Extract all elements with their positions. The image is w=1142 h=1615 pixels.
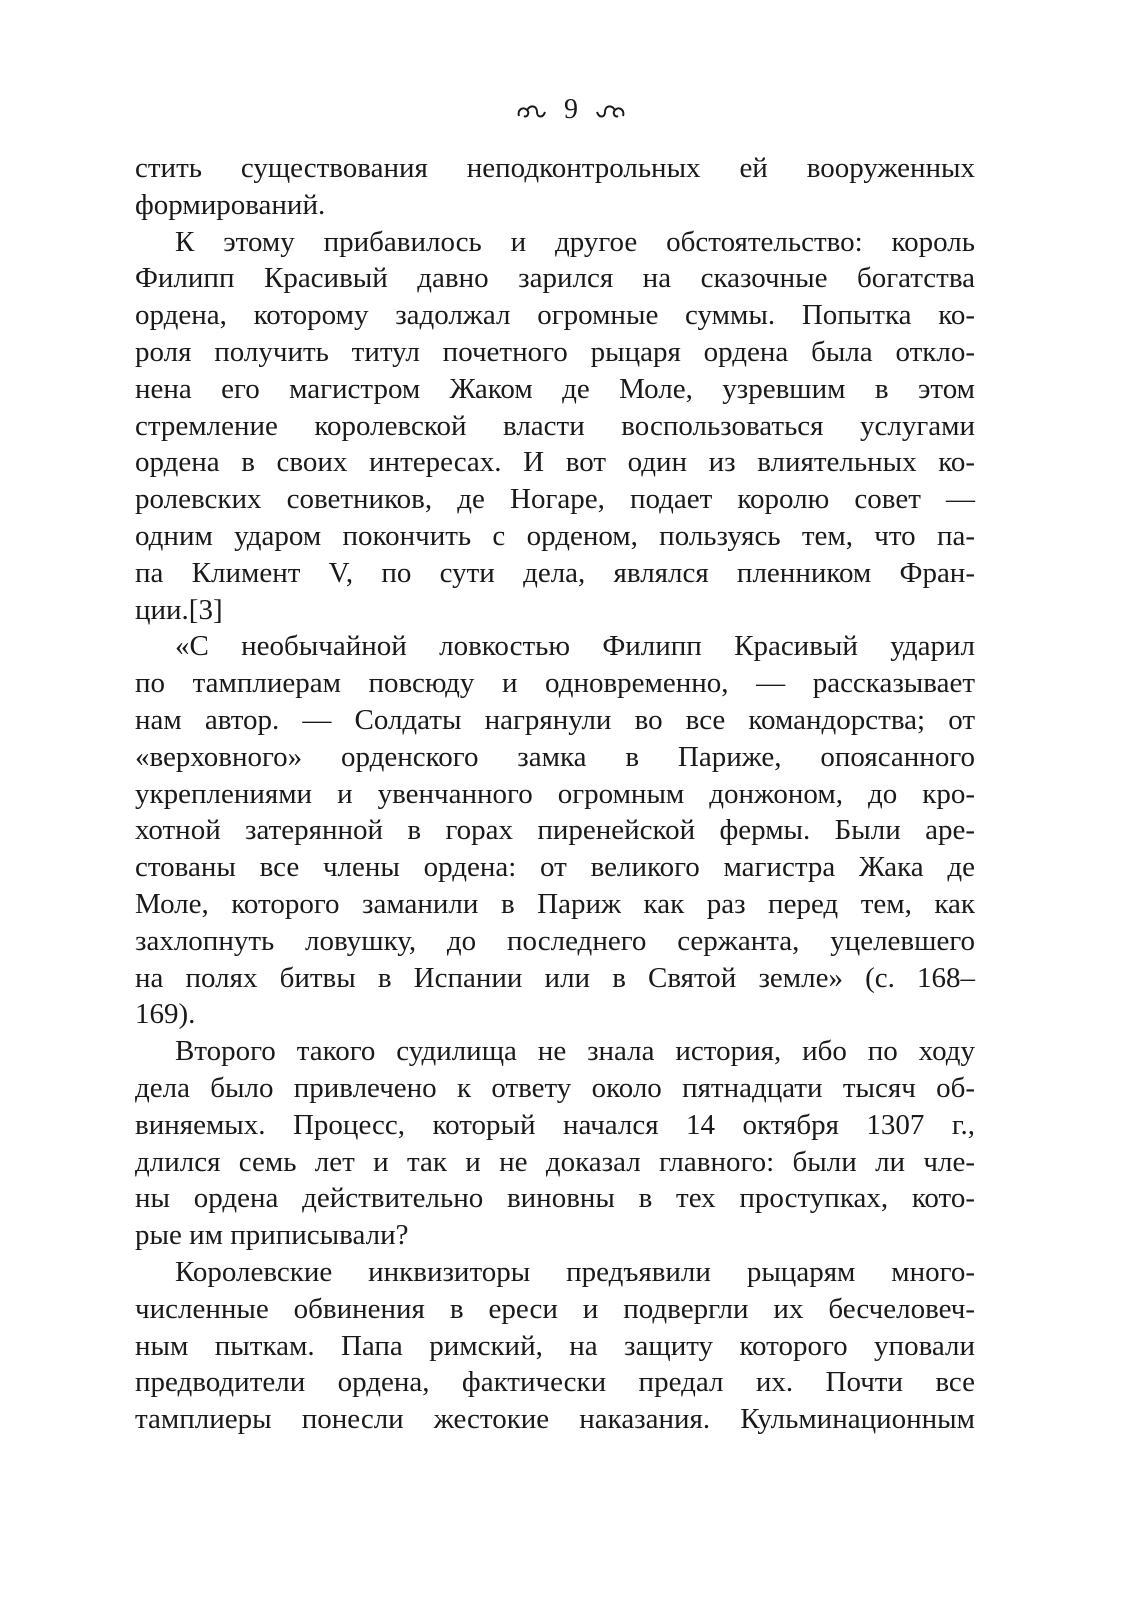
text-line: численные обвинения в ереси и подвергли их бесчеловеч- bbox=[135, 1292, 975, 1325]
text-line: Королевские инквизиторы предъявили рыцарям много- bbox=[175, 1255, 975, 1288]
text-line: ным пыткам. Папа римский, на защиту которого уповали bbox=[135, 1329, 975, 1362]
text-line: ны ордена действительно виновны в тех проступках, кото- bbox=[135, 1182, 975, 1215]
text-line: формирований. bbox=[135, 188, 326, 221]
text-line: ролевских советников, де Ногаре, подает королю совет — bbox=[135, 483, 975, 516]
text-line: стремление королевской власти воспользоваться услугами bbox=[135, 409, 975, 442]
text-line: предводители ордена, фактически предал их. Почти все bbox=[135, 1366, 975, 1399]
text-line: Моле, которого заманили в Париж как раз перед тем, как bbox=[135, 887, 975, 920]
text-line: тамплиеры понесли жестокие наказания. Кульминационным bbox=[135, 1403, 975, 1436]
text-line: Второго такого судилища не знала история, ибо по ходу bbox=[175, 1035, 975, 1068]
text-line: хотной затерянной в горах пиренейской фермы. Были аре- bbox=[135, 814, 975, 847]
text-line: «верховного» орденского замка в Париже, опоясанного bbox=[135, 740, 975, 773]
text-line: по тамплиерам повсюду и одновременно, — рассказывает bbox=[135, 667, 975, 700]
text-line: «С необычайной ловкостью Филипп Красивый ударил bbox=[175, 630, 975, 663]
text-line: на полях битвы в Испании или в Святой земле» (с. 168– bbox=[135, 961, 975, 994]
paragraph bbox=[135, 628, 975, 1033]
text-line: виняемых. Процесс, который начался 14 октября 1307 г., bbox=[135, 1108, 975, 1141]
text-line: нам автор. — Солдаты нагрянули во все командорства; от bbox=[135, 703, 975, 736]
text-line: Филипп Красивый давно зарился на сказочные богатства bbox=[135, 262, 975, 295]
text-line: укреплениями и увенчанного огромным донжоном, до кро- bbox=[135, 777, 975, 810]
text-line: К этому прибавилось и другое обстоятельство: король bbox=[175, 225, 975, 258]
right-ornament-icon bbox=[593, 102, 627, 122]
body-text bbox=[135, 150, 975, 1438]
page-header bbox=[0, 92, 1142, 128]
text-line: дела было привлечено к ответу около пятнадцати тысяч об- bbox=[135, 1071, 975, 1104]
text-line: одним ударом покончить с орденом, пользуясь тем, что па- bbox=[135, 519, 975, 552]
paragraph bbox=[135, 1254, 975, 1438]
left-ornament-icon bbox=[515, 102, 549, 122]
text-line: рые им приписывали? bbox=[135, 1219, 409, 1252]
text-line: стованы все члены ордена: от великого магистра Жака де bbox=[135, 851, 975, 884]
text-line: па Климент V, по сути дела, являлся пленником Фран- bbox=[135, 556, 975, 589]
text-line: длился семь лет и так и не доказал главного: были ли чле- bbox=[135, 1145, 975, 1178]
text-line: роля получить титул почетного рыцаря ордена была откло- bbox=[135, 335, 975, 368]
text-line: ции.[3] bbox=[135, 593, 223, 626]
text-line: ордена в своих интересах. И вот один из влиятельных ко- bbox=[135, 446, 975, 479]
text-line: ордена, которому задолжал огромные суммы. Попытка ко- bbox=[135, 299, 975, 332]
paragraph bbox=[135, 224, 975, 629]
text-line: нена его магистром Жаком де Моле, узревшим в этом bbox=[135, 372, 975, 405]
page-number: 9 bbox=[564, 94, 578, 125]
paragraph bbox=[135, 1033, 975, 1254]
text-line: захлопнуть ловушку, до последнего сержанта, уцелевшего bbox=[135, 924, 975, 957]
text-line: стить существования неподконтрольных ей вооруженных bbox=[135, 152, 975, 184]
paragraph bbox=[135, 150, 975, 224]
text-line: 169). bbox=[135, 998, 196, 1031]
